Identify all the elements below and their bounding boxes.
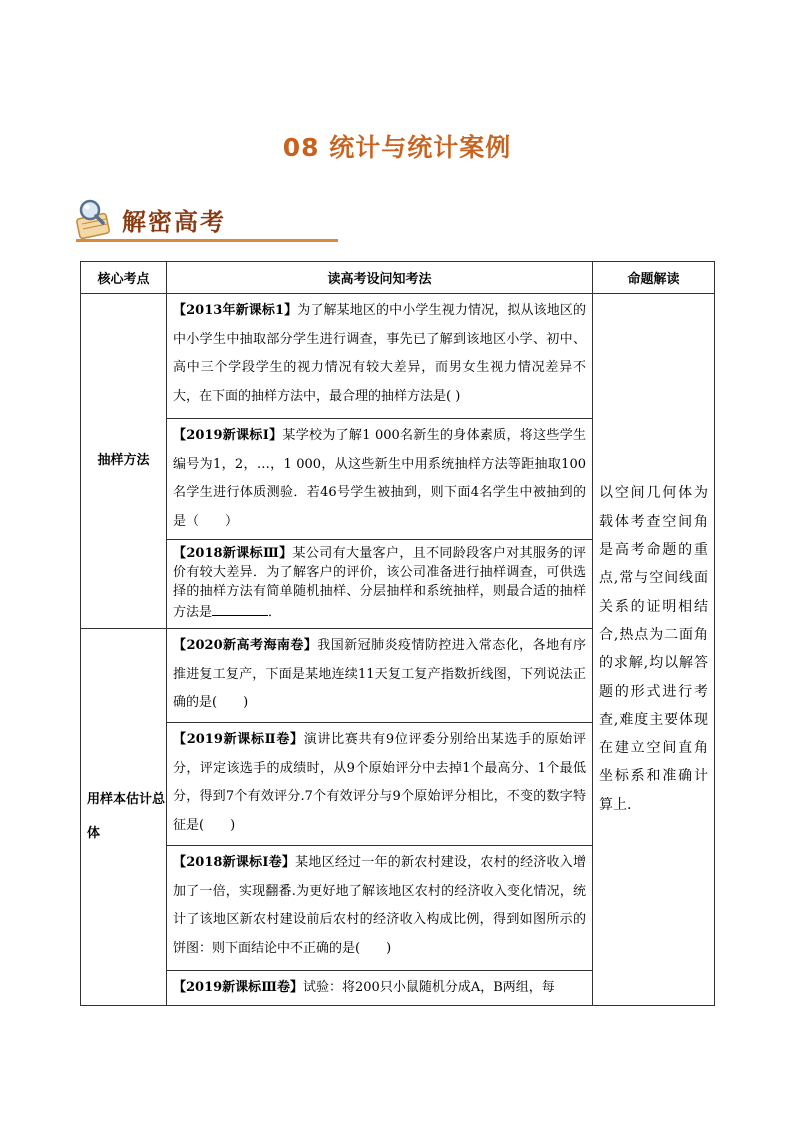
table-row [81,294,715,419]
header-interpretation: 命题解读 [593,262,715,294]
topic-sampling: 抽样方法 [81,294,167,629]
question-source: 【2019新课标Ⅰ】 [173,428,283,443]
question-text: 演讲比赛共有9位评委分别给出某选手的原始评分，评定该选手的成绩时，从9个原始评分中去掉1个最高分、1个最低分，得到7个有效评分.7个有效评分与9个原始评分相比，不变的数字特征是( ) [173,732,586,833]
question-text: 为了解某地区的中小学生视力情况，拟从该地区的中小学生中抽取部分学生进行调查，事先已了解到该地区小学、初中、高中三个学段学生的视力情况有较大差异，而男女生视力情况差异不大，在下面的抽样方法中，最合理的抽样方法是( ) [173,303,586,404]
question-cell [167,540,593,629]
question-cell [167,294,593,419]
question-tail: ． [268,605,282,620]
question-cell [167,846,593,971]
question-text: 某地区经过一年的新农村建设，农村的经济收入增加了一倍，实现翻番.为更好地了解该地区农村的经济收入变化情况，统计了该地区新农村建设前后农村的经济收入构成比例，得到如图所示的饼图：则下面结论中不正确的是( ) [173,855,586,956]
question-source: 【2018新课标Ⅲ】 [173,546,293,561]
question-source: 【2020新高考海南卷】 [173,638,318,653]
magnifier-book-icon [72,196,116,242]
question-cell [167,629,593,723]
banner-label: 解密高考 [122,208,226,236]
question-source: 【2013年新课标1】 [173,303,298,318]
question-cell [167,971,593,1006]
header-core-topic: 核心考点 [81,262,167,294]
question-source: 【2018新课标Ⅰ卷】 [173,855,296,870]
section-banner [72,196,272,248]
interpretation-cell: 以空间几何体为载体考查空间角是高考命题的重点,常与空间线面关系的证明相结合,热点为二面角的求解,均以解答题的形式进行考查,难度主要体现在建立空间直角坐标系和准确计算上. [593,294,715,1006]
question-text: 某公司有大量客户，且不同龄段客户对其服务的评价有较大差异．为了解客户的评价，该公司准备进行抽样调查，可供选择的抽样方法有简单随机抽样、分层抽样和系统抽样，则最合适的抽样方法是 [173,546,586,620]
page-title: 08 统计与统计案例 [282,133,512,162]
question-text: 试验：将200只小鼠随机分成A，B两组，每 [303,980,555,995]
question-text: 某学校为了解1 000名新生的身体素质，将这些学生编号为1，2，…，1 000，从这些新生中用系统抽样方法等距抽取100名学生进行体质测验．若46号学生被抽到，则下面4名学生中被抽到的是（ ） [173,428,587,529]
banner-underline [76,239,338,242]
question-source: 【2019新课标Ⅲ卷】 [173,980,304,995]
question-text: 我国新冠肺炎疫情防控进入常态化，各地有序推进复工复产，下面是某地连续11天复工复产指数折线图，下列说法正确的是( ) [173,638,586,710]
question-source: 【2019新课标Ⅱ卷】 [173,732,304,747]
exam-analysis-table [80,261,715,1006]
header-question-method: 读高考设问知考法 [167,262,593,294]
question-cell [167,723,593,846]
topic-sample-estimate: 用样本估计总体 [81,629,167,1006]
question-cell [167,419,593,540]
table-header-row [81,262,715,294]
answer-blank [212,601,268,616]
